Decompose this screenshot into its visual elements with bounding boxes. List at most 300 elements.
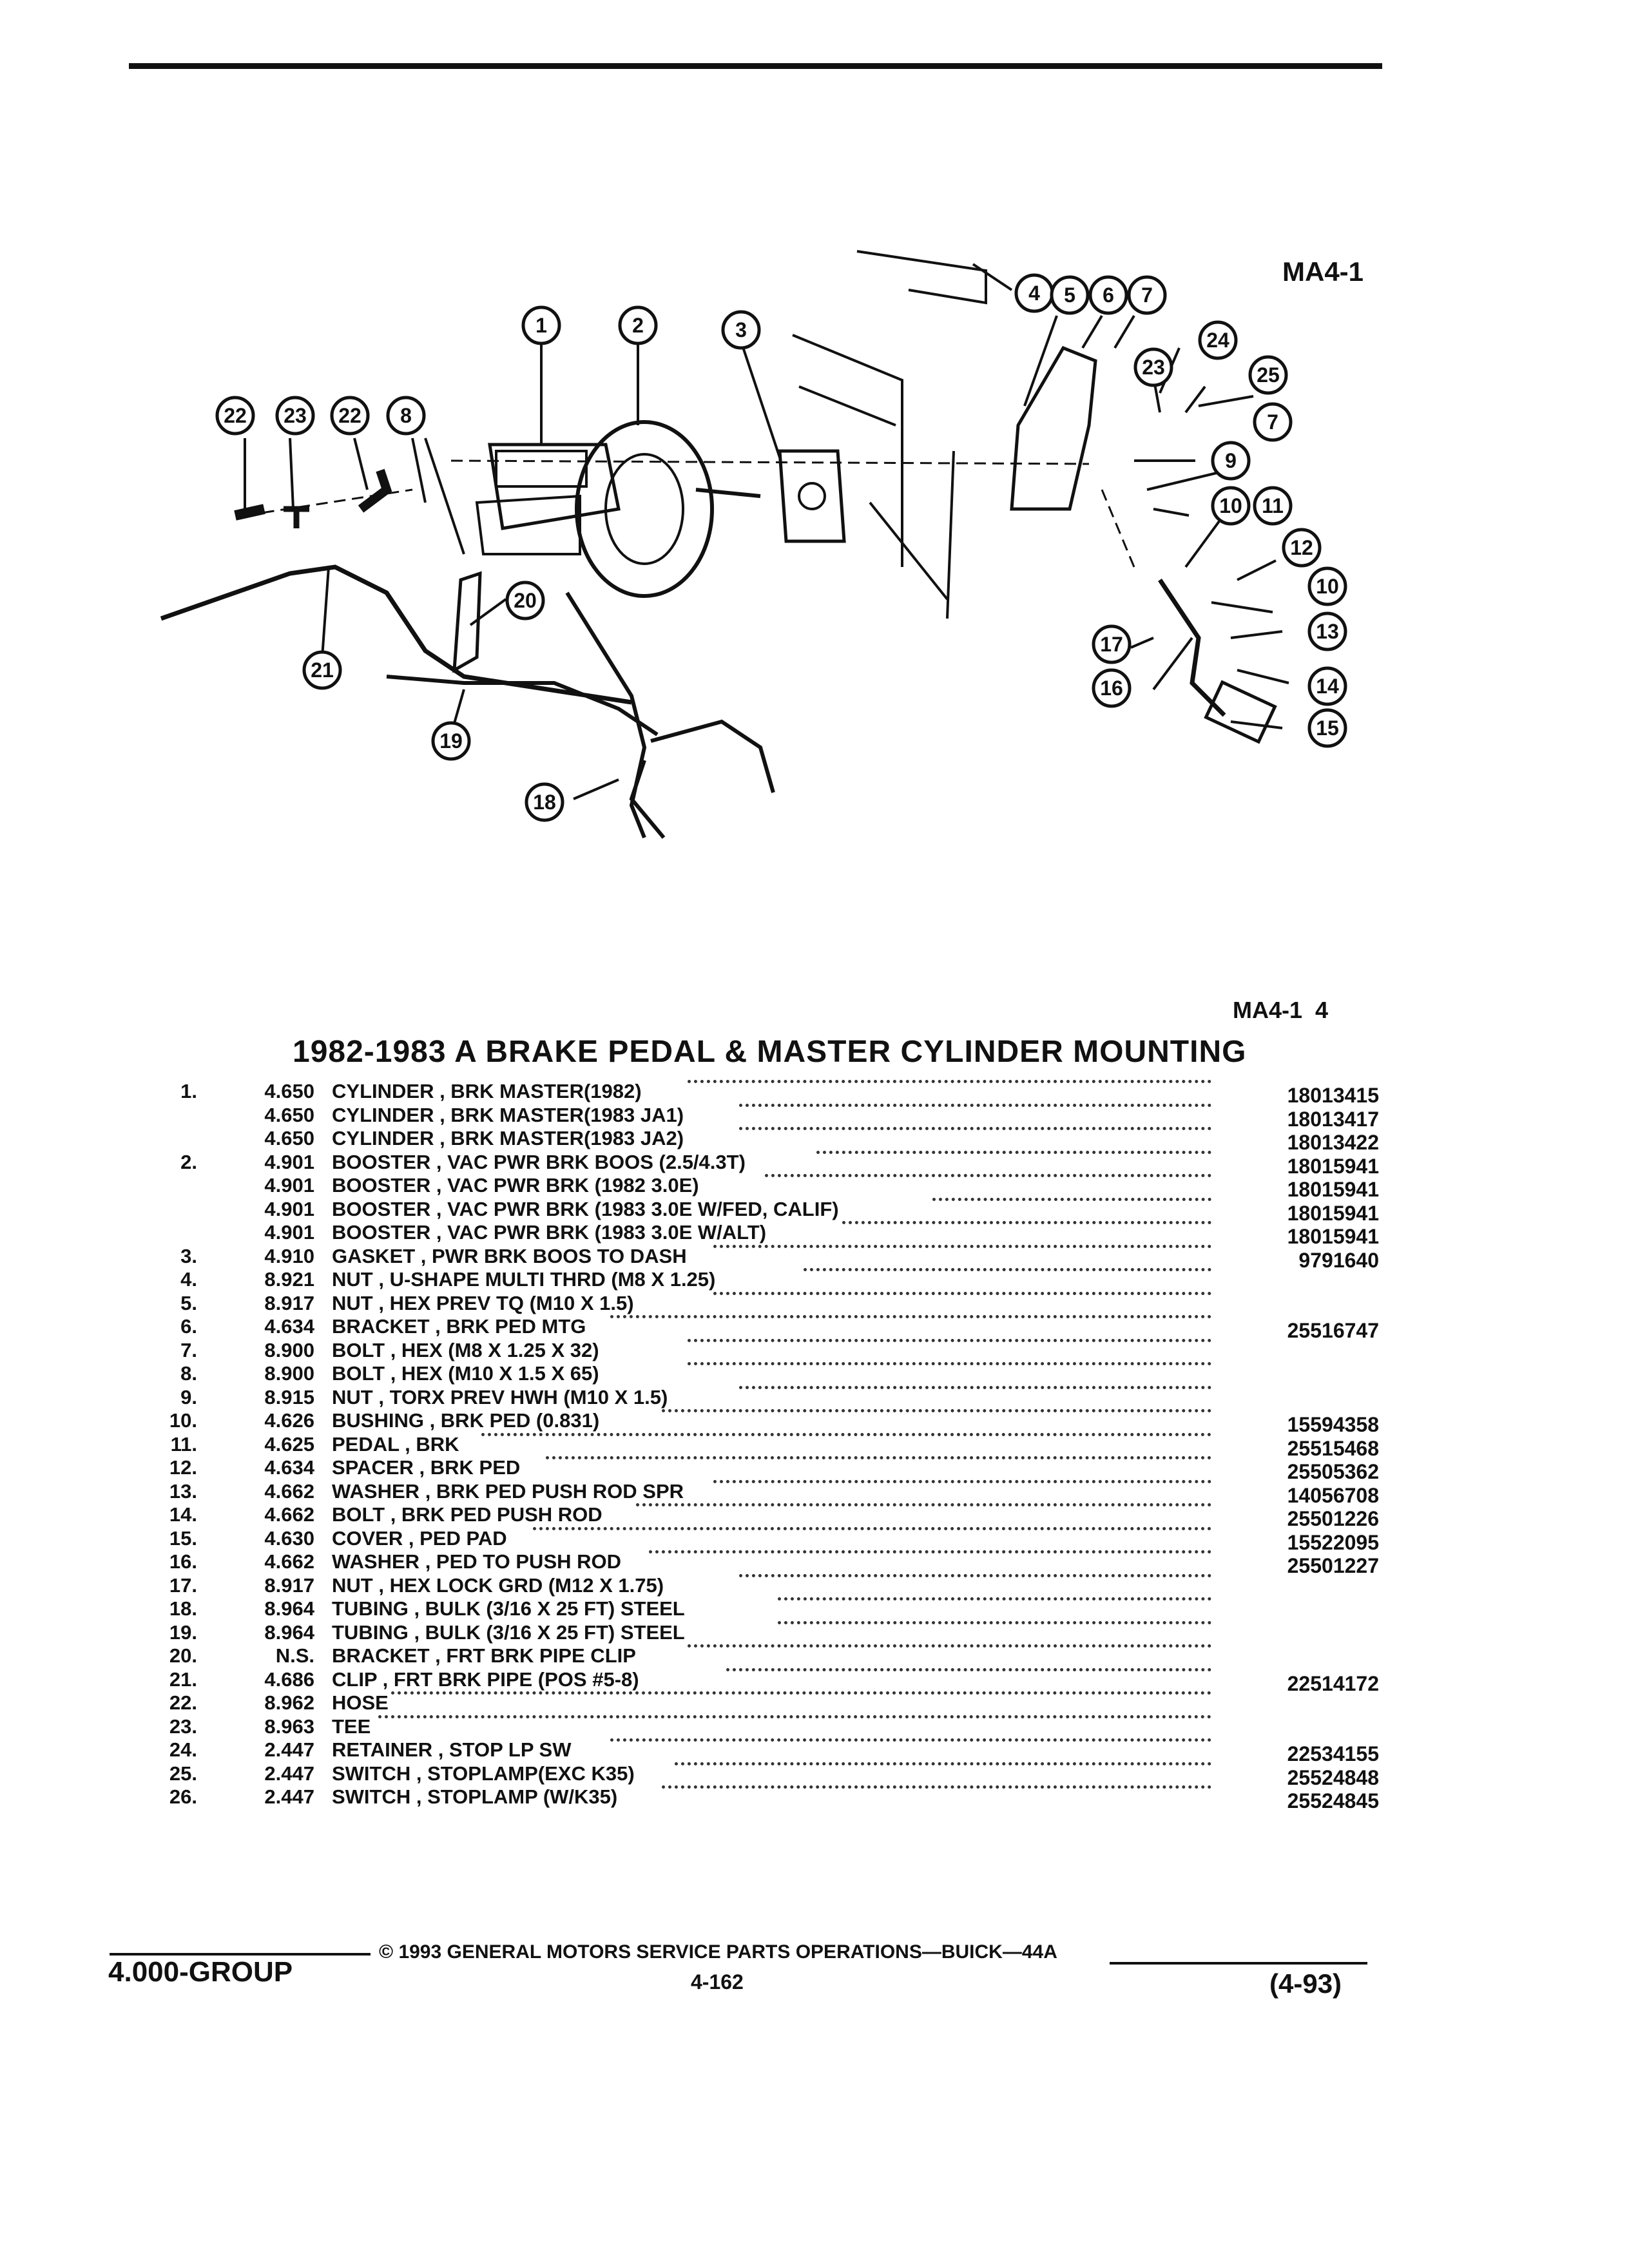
part-description [332,1268,715,1291]
brake-line-18 [567,593,773,838]
part-separator: , [372,1385,390,1408]
part-number: 25516747 [1287,1319,1379,1342]
callout-3 [723,312,759,348]
svg-text:20: 20 [514,589,537,612]
item-number: 12. [169,1456,197,1479]
part-separator: , [385,1503,401,1526]
part-separator: , [430,1174,448,1196]
svg-text:2: 2 [632,314,644,337]
dot-leader [778,1597,1211,1600]
part-description [332,1433,459,1456]
exploded-parts-diagram [0,0,1629,966]
group-number: 8.900 [264,1362,314,1385]
parts-row [148,1127,1385,1154]
part-detail: HEX LOCK GRD (M12 X 1.75) [389,1573,664,1597]
part-separator: , [430,1150,448,1173]
parts-row [148,1339,1385,1363]
part-description [332,1221,766,1244]
part-detail: BULK (3/16 X 25 FT) STEEL [425,1620,685,1644]
parts-row [148,1503,1385,1530]
part-description [332,1174,699,1197]
brake-line-21 [161,567,631,702]
svg-text:4: 4 [1028,282,1040,305]
svg-text:23: 23 [284,404,307,427]
parts-row [148,1785,1385,1812]
group-number: 8.964 [264,1597,314,1620]
parts-row [148,1597,1385,1621]
dot-leader [739,1104,1211,1107]
part-name: TUBING [332,1597,409,1620]
item-number: 17. [169,1573,197,1597]
part-separator: , [385,1338,401,1361]
item-number: 22. [169,1691,197,1714]
parts-row [148,1150,1385,1178]
footer-rule-right [1110,1962,1367,1965]
svg-text:5: 5 [1064,284,1075,307]
part-separator: , [423,1409,441,1432]
part-detail: BRK MASTER(1983 JA2) [450,1127,684,1149]
svg-text:16: 16 [1100,677,1123,700]
callout-21 [304,652,340,688]
part-name: RETAINER [332,1738,433,1761]
part-number: 25501227 [1287,1554,1379,1577]
footer-copyright: © 1993 GENERAL MOTORS SERVICE PARTS OPERATIONS—BUICK—44A [379,1941,1057,1963]
group-number: 8.962 [264,1691,314,1714]
group-number: 4.650 [264,1080,314,1102]
group-number: N.S. [275,1644,314,1667]
part-detail: PWR BRK BOOS TO DASH [432,1244,687,1267]
footer-date: (4-93) [1269,1968,1342,1999]
svg-text:18: 18 [533,791,556,814]
svg-text:15: 15 [1316,716,1339,740]
parts-row [148,1762,1385,1789]
callout-4 [1016,275,1052,311]
dot-leader [765,1174,1211,1177]
callout-19 [433,723,469,759]
part-separator: , [408,1597,425,1620]
parts-row [148,1244,1385,1272]
parts-row [148,1174,1385,1201]
group-number: 8.964 [264,1620,314,1644]
part-detail: STOPLAMP(EXC K35) [427,1762,635,1785]
part-separator: , [372,1268,390,1291]
svg-text:13: 13 [1316,620,1339,643]
callout-9-left [388,398,424,434]
dot-leader [662,1785,1211,1789]
svg-text:3: 3 [735,318,747,341]
parts-row [148,1738,1385,1765]
figure-id: MA4-1 [1282,256,1364,287]
part-description [332,1550,621,1573]
part-number: 25515468 [1287,1436,1379,1460]
part-separator: , [419,1550,436,1573]
part-detail: VAC PWR BRK (1982 3.0E) [447,1174,699,1196]
part-name: NUT [332,1385,373,1408]
svg-text:7: 7 [1141,284,1153,307]
part-detail: PED TO PUSH ROD [436,1550,622,1573]
parts-row [148,1456,1385,1483]
group-number: 4.910 [264,1244,314,1267]
callout-10-bottom [1309,568,1345,604]
dot-leader [688,1080,1211,1083]
part-name: SWITCH [332,1785,411,1808]
part-number: 25524848 [1287,1765,1379,1789]
callout-26 [1250,357,1286,393]
section-title: 1982-1983 A BRAKE PEDAL & MASTER CYLINDER MOUNTING [293,1035,1247,1069]
footer-rule-left [110,1953,371,1956]
callout-17 [1094,626,1130,662]
part-detail: TORX PREV HWH (M10 X 1.5) [389,1385,668,1408]
part-separator: , [377,1667,394,1691]
part-description [332,1151,746,1174]
item-number: 15. [169,1526,197,1550]
part-name: CYLINDER [332,1080,434,1102]
group-number: 4.626 [264,1409,314,1432]
svg-text:14: 14 [1316,675,1339,698]
part-name: SWITCH [332,1762,411,1785]
item-number: 4. [180,1268,197,1291]
gasket [780,451,844,541]
parts-row [148,1221,1385,1248]
part-detail: BRK [416,1432,459,1456]
dot-leader [378,1715,1211,1718]
part-number: 25524845 [1287,1789,1379,1812]
pedal-bracket [1012,348,1095,509]
pedal-pad [1206,682,1275,742]
dot-leader [726,1668,1211,1671]
part-detail: STOPLAMP (W/K35) [427,1785,618,1808]
callout-13 [1309,613,1345,649]
dash-panel [793,251,986,619]
group-number: 4.625 [264,1432,314,1456]
svg-text:19: 19 [439,729,463,753]
group-number: 4.650 [264,1103,314,1126]
part-detail: FRT BRK PIPE (POS #5-8) [393,1667,639,1691]
item-number: 19. [169,1620,197,1644]
dot-leader [636,1503,1211,1506]
brake-booster [577,422,712,596]
svg-text:8: 8 [400,404,412,427]
group-number: 4.634 [264,1456,314,1479]
part-name: CLIP [332,1667,378,1691]
footer-page-number: 4-162 [691,1970,744,1994]
dot-leader [688,1362,1211,1365]
part-name: TUBING [332,1620,409,1644]
dot-leader [804,1268,1211,1271]
part-name: BOLT [332,1503,385,1526]
callout-16 [1094,670,1130,706]
group-number: 8.921 [264,1268,314,1291]
group-number: 4.630 [264,1526,314,1550]
figure-reference-id: MA4-1 [1233,997,1303,1023]
footer-group: 4.000-GROUP [108,1956,293,1988]
item-number: 16. [169,1550,197,1573]
part-separator: , [434,1103,451,1126]
group-number: 4.662 [264,1479,314,1503]
item-number: 3. [180,1244,197,1267]
part-detail: STOP LP SW [449,1738,572,1761]
part-number: 15522095 [1287,1530,1379,1554]
callout-15 [1309,710,1345,746]
item-number: 5. [180,1291,197,1314]
item-number: 18. [169,1597,197,1620]
part-description [332,1245,687,1268]
callout-14 [1309,668,1345,704]
part-detail: U-SHAPE MULTI THRD (M8 X 1.25) [389,1268,716,1291]
svg-text:22: 22 [224,404,247,427]
parts-row [148,1268,1385,1292]
callout-2 [620,307,656,343]
part-detail: FRT BRK PIPE CLIP [446,1644,636,1667]
part-number: 14056708 [1287,1483,1379,1507]
group-number: 4.662 [264,1550,314,1573]
parts-row [148,1386,1385,1410]
part-detail: BRK PED [430,1456,521,1479]
dot-leader [675,1762,1211,1765]
dot-leader [533,1527,1211,1530]
part-detail: VAC PWR BRK BOOS (2.5/4.3T) [447,1150,746,1173]
parts-row [148,1409,1385,1436]
callout-5 [1052,277,1088,313]
dot-leader [932,1198,1211,1201]
part-number: 25501226 [1287,1507,1379,1530]
part-description [332,1762,635,1785]
callout-9-right [1213,443,1249,479]
part-separator: , [430,1221,448,1244]
part-description [332,1715,371,1738]
svg-text:17: 17 [1100,633,1123,656]
parts-row [148,1574,1385,1598]
dot-leader [649,1550,1211,1553]
dot-leader [713,1292,1211,1295]
part-description [332,1080,642,1103]
callout-11 [1255,488,1291,524]
part-description [332,1339,599,1362]
part-description [332,1456,520,1479]
part-separator: , [415,1244,432,1267]
svg-text:6: 6 [1103,284,1114,307]
parts-row [148,1103,1385,1131]
group-number: 8.917 [264,1291,314,1314]
part-name: BRACKET [332,1644,430,1667]
group-number: 4.901 [264,1221,314,1244]
part-separator: , [410,1785,428,1808]
dot-leader [739,1386,1211,1389]
part-name: BUSHING [332,1409,424,1432]
group-number: 8.915 [264,1385,314,1408]
part-name: BOOSTER [332,1197,431,1220]
part-separator: , [434,1080,451,1102]
part-description [332,1480,684,1503]
part-number: 9791640 [1298,1248,1379,1272]
part-separator: , [430,1197,448,1220]
part-number: 15594358 [1287,1413,1379,1436]
item-number: 13. [169,1479,197,1503]
item-number: 26. [169,1785,197,1808]
parts-row [148,1080,1385,1107]
callout-8 [1255,404,1291,440]
part-separator: , [372,1573,390,1597]
part-description [332,1386,668,1409]
item-number: 14. [169,1503,197,1526]
dot-leader [610,1315,1211,1318]
item-number: 24. [169,1738,197,1761]
parts-row [148,1362,1385,1386]
group-number: 8.900 [264,1338,314,1361]
group-number: 2.447 [264,1762,314,1785]
part-number: 22514172 [1287,1671,1379,1695]
part-name: BOLT [332,1338,385,1361]
part-description [332,1527,507,1550]
svg-text:10: 10 [1219,494,1242,517]
group-number: 2.447 [264,1738,314,1761]
dot-leader [713,1480,1211,1483]
part-separator: , [429,1315,447,1338]
part-name: BOLT [332,1362,385,1385]
dot-leader [739,1127,1211,1130]
svg-text:7: 7 [1267,410,1278,434]
parts-row [148,1644,1385,1668]
part-name: BOOSTER [332,1174,431,1196]
callout-22-right [332,398,368,434]
parts-row [148,1315,1385,1342]
parts-row [148,1292,1385,1316]
item-number: 10. [169,1409,197,1432]
part-detail: HEX PREV TQ (M10 X 1.5) [389,1291,634,1314]
part-description [332,1621,685,1644]
group-number: 4.901 [264,1174,314,1196]
part-description [332,1127,684,1150]
svg-text:10: 10 [1316,575,1339,598]
part-separator: , [410,1762,428,1785]
part-number: 18015941 [1287,1225,1379,1248]
part-detail: VAC PWR BRK (1983 3.0E W/ALT) [447,1221,767,1244]
part-description [332,1503,602,1526]
item-number: 1. [180,1080,197,1102]
part-description [332,1362,599,1385]
part-name: GASKET [332,1244,416,1267]
dot-leader [816,1151,1211,1154]
part-detail: HEX (M8 X 1.25 X 32) [401,1338,599,1361]
dot-leader [662,1409,1211,1412]
item-number: 11. [170,1432,197,1456]
part-detail: VAC PWR BRK (1983 3.0E W/FED, CALIF) [447,1197,839,1220]
item-number: 9. [180,1385,197,1408]
part-detail: BULK (3/16 X 25 FT) STEEL [425,1597,685,1620]
part-number: 18015941 [1287,1201,1379,1225]
group-number: 8.963 [264,1715,314,1738]
item-number: 8. [180,1362,197,1385]
parts-row [148,1479,1385,1507]
part-name: NUT [332,1291,373,1314]
parts-row [148,1526,1385,1554]
dot-leader [739,1574,1211,1577]
dot-leader [610,1738,1211,1742]
part-number: 22534155 [1287,1742,1379,1765]
part-description [332,1644,636,1667]
callout-22-left [217,398,253,434]
svg-text:24: 24 [1206,329,1229,352]
group-number: 2.447 [264,1785,314,1808]
part-description [332,1409,599,1432]
svg-text:11: 11 [1262,494,1284,517]
tee-23 [284,509,309,528]
part-name: NUT [332,1573,373,1597]
part-number: 18015941 [1287,1154,1379,1178]
group-number: 4.901 [264,1150,314,1173]
callout-6 [1090,277,1126,313]
dot-leader [713,1245,1211,1248]
item-number: 6. [180,1315,197,1338]
group-number: 4.662 [264,1503,314,1526]
part-detail: BRK PED PUSH ROD SPR [436,1479,684,1503]
svg-text:1: 1 [535,314,547,337]
part-detail: BRK MASTER(1983 JA1) [450,1103,684,1126]
part-description [332,1785,617,1809]
svg-text:12: 12 [1290,536,1313,559]
part-separator: , [372,1291,390,1314]
svg-text:9: 9 [1225,449,1237,472]
part-name: TEE [332,1715,371,1738]
part-description [332,1597,685,1620]
part-description [332,1315,586,1338]
part-name: NUT [332,1268,373,1291]
item-number: 23. [169,1715,197,1738]
parts-row [148,1691,1385,1715]
part-separator: , [434,1127,451,1149]
part-separator: , [413,1456,430,1479]
part-name: HOSE [332,1691,389,1714]
part-separator: , [419,1479,436,1503]
part-name: BRACKET [332,1315,430,1338]
item-number: 21. [169,1667,197,1691]
part-name: BOOSTER [332,1221,431,1244]
part-name: CYLINDER [332,1103,434,1126]
part-detail: BRK PED MTG [446,1315,586,1338]
part-separator: , [429,1644,447,1667]
figure-reference-number: 4 [1315,997,1329,1023]
dot-leader [481,1433,1211,1436]
callout-23 [277,398,313,434]
part-number: 18013417 [1287,1107,1379,1131]
part-description [332,1691,389,1715]
parts-row [148,1715,1385,1739]
dot-leader [688,1644,1211,1648]
part-number: 18013422 [1287,1131,1379,1154]
part-name: PEDAL [332,1432,400,1456]
callout-18 [526,784,563,820]
part-separator: , [408,1620,425,1644]
part-number: 25505362 [1287,1460,1379,1483]
part-detail: BRK MASTER(1982) [450,1080,642,1102]
part-name: CYLINDER [332,1127,434,1149]
parts-row [148,1550,1385,1577]
parts-row [148,1432,1385,1460]
callout-10-top [1213,488,1249,524]
part-detail: HEX (M10 X 1.5 X 65) [401,1362,599,1385]
part-detail: BRK PED (0.831) [440,1409,600,1432]
callout-25 [1200,322,1236,358]
part-detail: BRK PED PUSH ROD [401,1503,602,1526]
parts-row [148,1621,1385,1645]
callout-12 [1284,530,1320,566]
dot-leader [688,1339,1211,1342]
dot-leader [778,1621,1211,1624]
part-name: SPACER [332,1456,414,1479]
group-number: 4.650 [264,1127,314,1149]
parts-row [148,1197,1385,1225]
group-number: 4.686 [264,1667,314,1691]
